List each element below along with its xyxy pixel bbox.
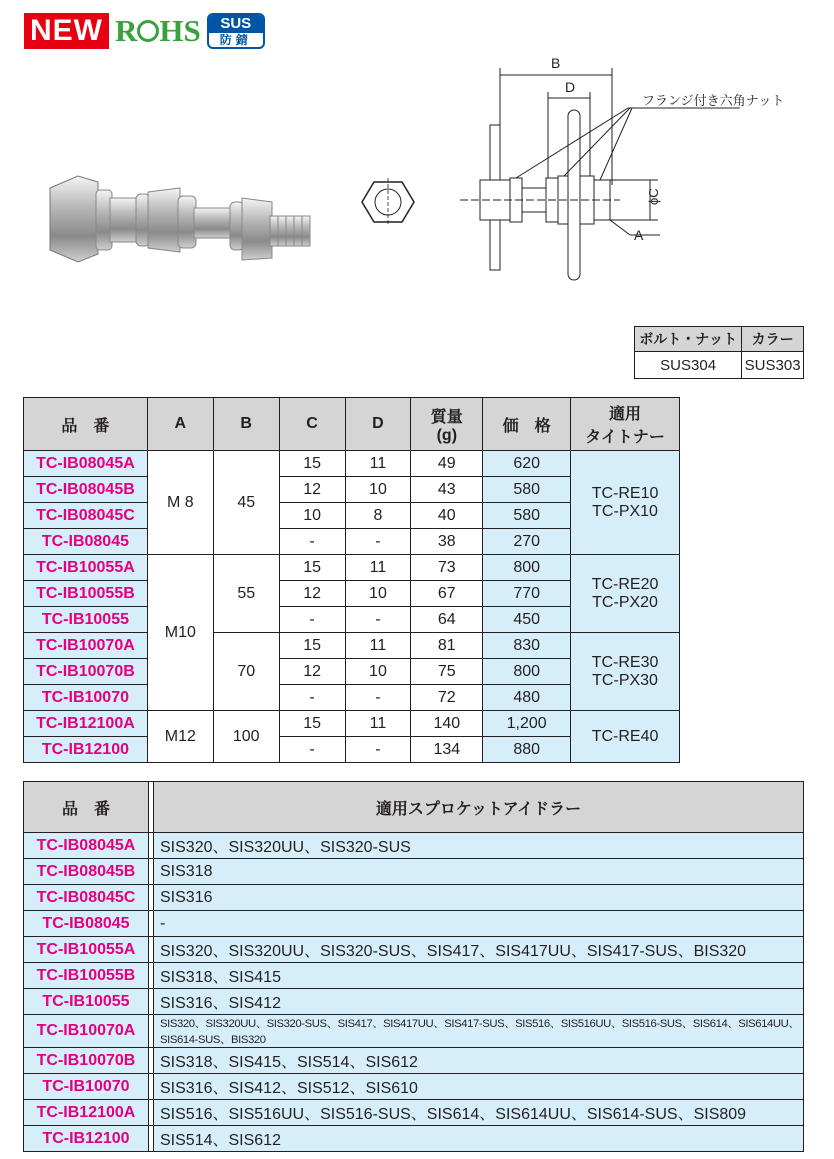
d-value: 10 — [345, 477, 411, 503]
c-value: 15 — [279, 711, 345, 737]
d-value: 11 — [345, 633, 411, 659]
b-value: 55 — [213, 555, 279, 633]
table-row — [24, 833, 804, 859]
part-number: TC-IB10070A — [24, 1015, 149, 1048]
part-number: TC-IB08045 — [24, 911, 149, 937]
price-value: 1,200 — [483, 711, 571, 737]
sprocket-list: SIS320、SIS320UU、SIS320-SUS — [154, 833, 804, 859]
tightener-1: TC-RE40 — [591, 727, 659, 745]
table-row — [24, 885, 804, 911]
table-row — [24, 911, 804, 937]
table-row — [24, 1126, 804, 1152]
mass-value: 81 — [411, 633, 483, 659]
part-number: TC-IB10070A — [24, 633, 148, 659]
header-c: C — [279, 398, 345, 451]
tightener-1: TC-RE20 — [591, 575, 659, 593]
header-d: D — [345, 398, 411, 451]
header-b: B — [213, 398, 279, 451]
sprocket-list: SIS316、SIS412 — [154, 989, 804, 1015]
part-number: TC-IB08045C — [24, 885, 149, 911]
d-value: - — [345, 685, 411, 711]
header-tightener-1: 適用 — [609, 406, 642, 423]
mass-value: 134 — [411, 737, 483, 763]
c-value: - — [279, 737, 345, 763]
table-row — [24, 963, 804, 989]
d-value: 11 — [345, 555, 411, 581]
part-number: TC-IB12100 — [24, 1126, 149, 1152]
table-row — [24, 451, 680, 477]
table-row — [24, 633, 680, 659]
d-value: - — [345, 529, 411, 555]
d-value: - — [345, 737, 411, 763]
dimension-drawing — [460, 50, 800, 290]
sprocket-list: SIS318、SIS415 — [154, 963, 804, 989]
hex-end-view — [360, 178, 416, 226]
table-row — [24, 1100, 804, 1126]
tightener-cell — [571, 451, 680, 555]
c-value: 15 — [279, 555, 345, 581]
a-value: M12 — [147, 711, 213, 763]
part-number: TC-IB08045B — [24, 477, 148, 503]
part-number: TC-IB08045A — [24, 833, 149, 859]
part-number: TC-IB08045A — [24, 451, 148, 477]
mass-value: 72 — [411, 685, 483, 711]
d-value: 10 — [345, 581, 411, 607]
part-number: TC-IB12100 — [24, 737, 148, 763]
part-number: TC-IB08045B — [24, 859, 149, 885]
sprocket-list: SIS516、SIS516UU、SIS516-SUS、SIS614、SIS614UU、SIS614-SUS、SIS809 — [154, 1100, 804, 1126]
rohs-hs: HS — [159, 13, 201, 48]
mass-value: 49 — [411, 451, 483, 477]
mass-value: 43 — [411, 477, 483, 503]
table-row — [24, 989, 804, 1015]
d-value: 10 — [345, 659, 411, 685]
price-value: 800 — [483, 659, 571, 685]
price-value: 270 — [483, 529, 571, 555]
table-row — [24, 1048, 804, 1074]
b-value: 70 — [213, 633, 279, 711]
rohs-badge — [115, 13, 201, 49]
header-part: 品 番 — [24, 398, 148, 451]
d-value: - — [345, 607, 411, 633]
material-header-bolt: ボルト・ナット — [635, 327, 742, 352]
table-row — [24, 711, 680, 737]
part-number: TC-IB12100A — [24, 1100, 149, 1126]
tightener-1: TC-RE10 — [591, 484, 659, 502]
price-value: 580 — [483, 503, 571, 529]
sprocket-list: SIS316、SIS412、SIS512、SIS610 — [154, 1074, 804, 1100]
table-row — [24, 555, 680, 581]
header-mass-unit: (g) — [436, 426, 458, 444]
mass-value: 38 — [411, 529, 483, 555]
tightener-2: TC-PX10 — [592, 502, 658, 520]
table-row — [24, 1074, 804, 1100]
part-number: TC-IB10070B — [24, 1048, 149, 1074]
sprocket-list: SIS320、SIS320UU、SIS320-SUS、SIS417、SIS417UU、SIS417-SUS、SIS516、SIS516UU、SIS516-SUS、SIS614、SIS614UU、SIS614-SUS、BIS320 — [154, 1015, 804, 1048]
material-value-bolt: SUS304 — [635, 352, 742, 379]
sprocket-list: SIS320、SIS320UU、SIS320-SUS、SIS417、SIS417UU、SIS417-SUS、BIS320 — [154, 937, 804, 963]
badges — [24, 13, 265, 49]
d-value: 8 — [345, 503, 411, 529]
part-number: TC-IB10055A — [24, 555, 148, 581]
sprocket-header-part: 品 番 — [24, 782, 149, 833]
part-number: TC-IB10055A — [24, 937, 149, 963]
part-number: TC-IB08045C — [24, 503, 148, 529]
spec-table — [23, 397, 680, 763]
mass-value: 67 — [411, 581, 483, 607]
label-c: ϕC — [646, 188, 661, 205]
sprocket-list: SIS514、SIS612 — [154, 1126, 804, 1152]
c-value: - — [279, 685, 345, 711]
mass-value: 73 — [411, 555, 483, 581]
sprocket-table — [23, 781, 804, 1152]
tightener-2: TC-PX30 — [592, 671, 658, 689]
c-value: 10 — [279, 503, 345, 529]
rohs-r: R — [115, 13, 138, 48]
c-value: 12 — [279, 477, 345, 503]
tightener-cell — [571, 633, 680, 711]
sprocket-header-list: 適用スプロケットアイドラー — [154, 782, 804, 833]
header-tightener-2: タイトナー — [585, 429, 665, 446]
price-value: 800 — [483, 555, 571, 581]
price-value: 880 — [483, 737, 571, 763]
label-b: B — [551, 55, 561, 71]
sprocket-list: SIS318、SIS415、SIS514、SIS612 — [154, 1048, 804, 1074]
header-price: 価 格 — [483, 398, 571, 451]
table-row — [24, 859, 804, 885]
price-value: 580 — [483, 477, 571, 503]
sprocket-list: SIS316 — [154, 885, 804, 911]
a-value: M 8 — [147, 451, 213, 555]
sprocket-list: - — [154, 911, 804, 937]
price-value: 480 — [483, 685, 571, 711]
b-value: 45 — [213, 451, 279, 555]
material-header-collar: カラー — [742, 327, 804, 352]
sus-badge-top: SUS — [209, 15, 263, 33]
d-value: 11 — [345, 711, 411, 737]
a-value: M10 — [147, 555, 213, 711]
header-a: A — [147, 398, 213, 451]
sus-badge-bottom: 防錆 — [219, 33, 252, 47]
globe-icon — [137, 20, 159, 42]
mass-value: 40 — [411, 503, 483, 529]
table-row — [24, 937, 804, 963]
c-value: 12 — [279, 659, 345, 685]
c-value: 12 — [279, 581, 345, 607]
tightener-1: TC-RE30 — [591, 653, 659, 671]
part-number: TC-IB10070 — [24, 685, 148, 711]
tightener-2: TC-PX20 — [592, 593, 658, 611]
part-number: TC-IB10070B — [24, 659, 148, 685]
c-value: - — [279, 607, 345, 633]
price-value: 770 — [483, 581, 571, 607]
part-number: TC-IB10055B — [24, 963, 149, 989]
price-value: 830 — [483, 633, 571, 659]
b-value: 100 — [213, 711, 279, 763]
mass-value: 64 — [411, 607, 483, 633]
mass-value: 140 — [411, 711, 483, 737]
price-value: 620 — [483, 451, 571, 477]
label-d: D — [565, 79, 576, 95]
part-number: TC-IB10055 — [24, 607, 148, 633]
tightener-cell — [571, 711, 680, 763]
header-mass — [411, 398, 483, 451]
part-number: TC-IB10055B — [24, 581, 148, 607]
table-row — [24, 1015, 804, 1048]
header-mass-label: 質量 — [430, 408, 463, 426]
material-table — [634, 326, 804, 379]
part-number: TC-IB12100A — [24, 711, 148, 737]
part-number: TC-IB08045 — [24, 529, 148, 555]
header-tightener — [571, 398, 680, 451]
d-value: 11 — [345, 451, 411, 477]
label-a: A — [634, 227, 644, 243]
part-number: TC-IB10055 — [24, 989, 149, 1015]
mass-value: 75 — [411, 659, 483, 685]
c-value: 15 — [279, 633, 345, 659]
sprocket-list: SIS318 — [154, 859, 804, 885]
new-badge: NEW — [24, 13, 109, 49]
material-value-collar: SUS303 — [742, 352, 804, 379]
sus-badge — [207, 13, 265, 49]
c-value: - — [279, 529, 345, 555]
price-value: 450 — [483, 607, 571, 633]
tightener-cell — [571, 555, 680, 633]
callout-label: フランジ付き六角ナット — [642, 93, 785, 108]
product-photo — [40, 168, 320, 288]
part-number: TC-IB10070 — [24, 1074, 149, 1100]
c-value: 15 — [279, 451, 345, 477]
